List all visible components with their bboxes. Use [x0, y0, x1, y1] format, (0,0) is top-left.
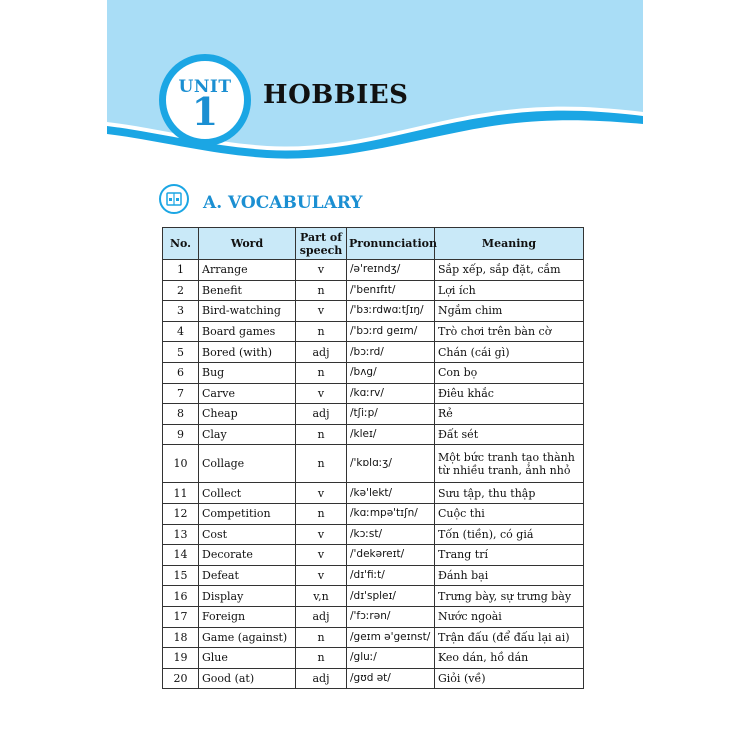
textbook-page [107, 0, 643, 750]
unit-number: 1 [191, 89, 219, 134]
cell-pronunciation: /geɪm ə'geɪnst/ [347, 627, 435, 648]
cell-meaning: Giỏi (về) [435, 668, 584, 689]
cell-word: Cheap [199, 404, 296, 425]
cell-pronunciation: /gluː/ [347, 648, 435, 669]
cell-no: 11 [163, 483, 199, 504]
cell-word: Arrange [199, 260, 296, 281]
cell-pronunciation: /'benɪfɪt/ [347, 280, 435, 301]
cell-word: Defeat [199, 565, 296, 586]
cell-pos: n [296, 627, 347, 648]
cell-pos: adj [296, 404, 347, 425]
cell-word: Good (at) [199, 668, 296, 689]
table-body [163, 260, 584, 689]
cell-word: Game (against) [199, 627, 296, 648]
table-row [163, 280, 584, 301]
cell-no: 14 [163, 545, 199, 566]
header-part-of-speech: Part of speech [296, 228, 347, 260]
cell-pronunciation: /'fɔːrən/ [347, 606, 435, 627]
cell-word: Bored (with) [199, 342, 296, 363]
cell-word: Competition [199, 503, 296, 524]
abc-book-icon [159, 184, 189, 214]
cell-pos: n [296, 503, 347, 524]
cell-word: Clay [199, 424, 296, 445]
cell-meaning: Một bức tranh tạo thành từ nhiều tranh, ảnh nhỏ [435, 445, 584, 483]
cell-pos: adj [296, 606, 347, 627]
cell-word: Bird-watching [199, 301, 296, 322]
cell-no: 7 [163, 383, 199, 404]
cell-meaning: Điêu khắc [435, 383, 584, 404]
cell-no: 10 [163, 445, 199, 483]
cell-no: 12 [163, 503, 199, 524]
cell-pronunciation: /'kɒlɑːʒ/ [347, 445, 435, 483]
header-pronunciation: Pronunciation [347, 228, 435, 260]
cell-meaning: Đánh bại [435, 565, 584, 586]
table-row [163, 404, 584, 425]
cell-pronunciation: /'dekəreɪt/ [347, 545, 435, 566]
cell-word: Board games [199, 321, 296, 342]
table-row [163, 383, 584, 404]
cell-pronunciation: /kɑːrv/ [347, 383, 435, 404]
cell-no: 15 [163, 565, 199, 586]
cell-word: Display [199, 586, 296, 607]
cell-no: 19 [163, 648, 199, 669]
section-title: A. VOCABULARY [203, 193, 363, 213]
cell-pronunciation: /'bɜːrdwɑːtʃɪŋ/ [347, 301, 435, 322]
cell-pos: adj [296, 668, 347, 689]
header-word: Word [199, 228, 296, 260]
table-row [163, 586, 584, 607]
cell-no: 9 [163, 424, 199, 445]
cell-no: 17 [163, 606, 199, 627]
cell-pronunciation: /kleɪ/ [347, 424, 435, 445]
cell-pos: v [296, 565, 347, 586]
cell-no: 2 [163, 280, 199, 301]
cell-no: 16 [163, 586, 199, 607]
cell-pronunciation: /bʌg/ [347, 362, 435, 383]
cell-meaning: Ngắm chim [435, 301, 584, 322]
cell-word: Collage [199, 445, 296, 483]
cell-pos: n [296, 321, 347, 342]
cell-word: Foreign [199, 606, 296, 627]
cell-meaning: Cuộc thi [435, 503, 584, 524]
cell-pos: adj [296, 342, 347, 363]
cell-pronunciation: /dɪ'fiːt/ [347, 565, 435, 586]
cell-meaning: Chán (cái gì) [435, 342, 584, 363]
table-row [163, 503, 584, 524]
cell-no: 13 [163, 524, 199, 545]
cell-pos: n [296, 445, 347, 483]
cell-pos: n [296, 280, 347, 301]
cell-meaning: Sưu tập, thu thập [435, 483, 584, 504]
cell-meaning: Trò chơi trên bàn cờ [435, 321, 584, 342]
table-row [163, 524, 584, 545]
cell-no: 5 [163, 342, 199, 363]
cell-pos: n [296, 648, 347, 669]
table-row [163, 260, 584, 281]
cell-pos: n [296, 424, 347, 445]
unit-title: HOBBIES [263, 80, 409, 110]
table-row [163, 342, 584, 363]
cell-word: Benefit [199, 280, 296, 301]
header-no: No. [163, 228, 199, 260]
cell-word: Cost [199, 524, 296, 545]
cell-pos: v [296, 524, 347, 545]
cell-pos: n [296, 362, 347, 383]
cell-pronunciation: /kɔːst/ [347, 524, 435, 545]
cell-meaning: Keo dán, hồ dán [435, 648, 584, 669]
table-row [163, 565, 584, 586]
cell-no: 8 [163, 404, 199, 425]
cell-pos: v [296, 545, 347, 566]
cell-meaning: Rẻ [435, 404, 584, 425]
table-row [163, 445, 584, 483]
cell-meaning: Nước ngoài [435, 606, 584, 627]
cell-meaning: Trưng bày, sự trưng bày [435, 586, 584, 607]
cell-pronunciation: /kɑːmpə'tɪʃn/ [347, 503, 435, 524]
cell-pronunciation: /'bɔːrd geɪm/ [347, 321, 435, 342]
cell-no: 3 [163, 301, 199, 322]
cell-pronunciation: /dɪ'spleɪ/ [347, 586, 435, 607]
cell-pos: v [296, 483, 347, 504]
cell-pos: v,n [296, 586, 347, 607]
cell-pronunciation: /kə'lekt/ [347, 483, 435, 504]
cell-pos: v [296, 301, 347, 322]
unit-label: UNIT [178, 77, 232, 97]
cell-pronunciation: /gʊd ət/ [347, 668, 435, 689]
cell-no: 18 [163, 627, 199, 648]
table-row [163, 483, 584, 504]
cell-no: 4 [163, 321, 199, 342]
cell-meaning: Con bọ [435, 362, 584, 383]
table-row [163, 545, 584, 566]
table-row [163, 668, 584, 689]
cell-pronunciation: /tʃiːp/ [347, 404, 435, 425]
table-header-row [163, 228, 584, 260]
cell-meaning: Trận đấu (để đấu lại ai) [435, 627, 584, 648]
table-row [163, 321, 584, 342]
cell-pos: v [296, 260, 347, 281]
cell-meaning: Sắp xếp, sắp đặt, cắm [435, 260, 584, 281]
cell-pronunciation: /ə'reɪndʒ/ [347, 260, 435, 281]
table-row [163, 301, 584, 322]
cell-meaning: Lợi ích [435, 280, 584, 301]
cell-meaning: Tốn (tiền), có giá [435, 524, 584, 545]
cell-word: Bug [199, 362, 296, 383]
cell-meaning: Trang trí [435, 545, 584, 566]
cell-pos: v [296, 383, 347, 404]
table-row [163, 627, 584, 648]
cell-word: Carve [199, 383, 296, 404]
cell-word: Collect [199, 483, 296, 504]
cell-meaning: Đất sét [435, 424, 584, 445]
cell-no: 20 [163, 668, 199, 689]
cell-word: Decorate [199, 545, 296, 566]
table-row [163, 424, 584, 445]
cell-pronunciation: /bɔːrd/ [347, 342, 435, 363]
cell-word: Glue [199, 648, 296, 669]
table-row [163, 648, 584, 669]
unit-badge [159, 54, 251, 146]
vocabulary-table [162, 227, 584, 689]
table-row [163, 606, 584, 627]
header-meaning: Meaning [435, 228, 584, 260]
cell-no: 1 [163, 260, 199, 281]
cell-no: 6 [163, 362, 199, 383]
table-row [163, 362, 584, 383]
